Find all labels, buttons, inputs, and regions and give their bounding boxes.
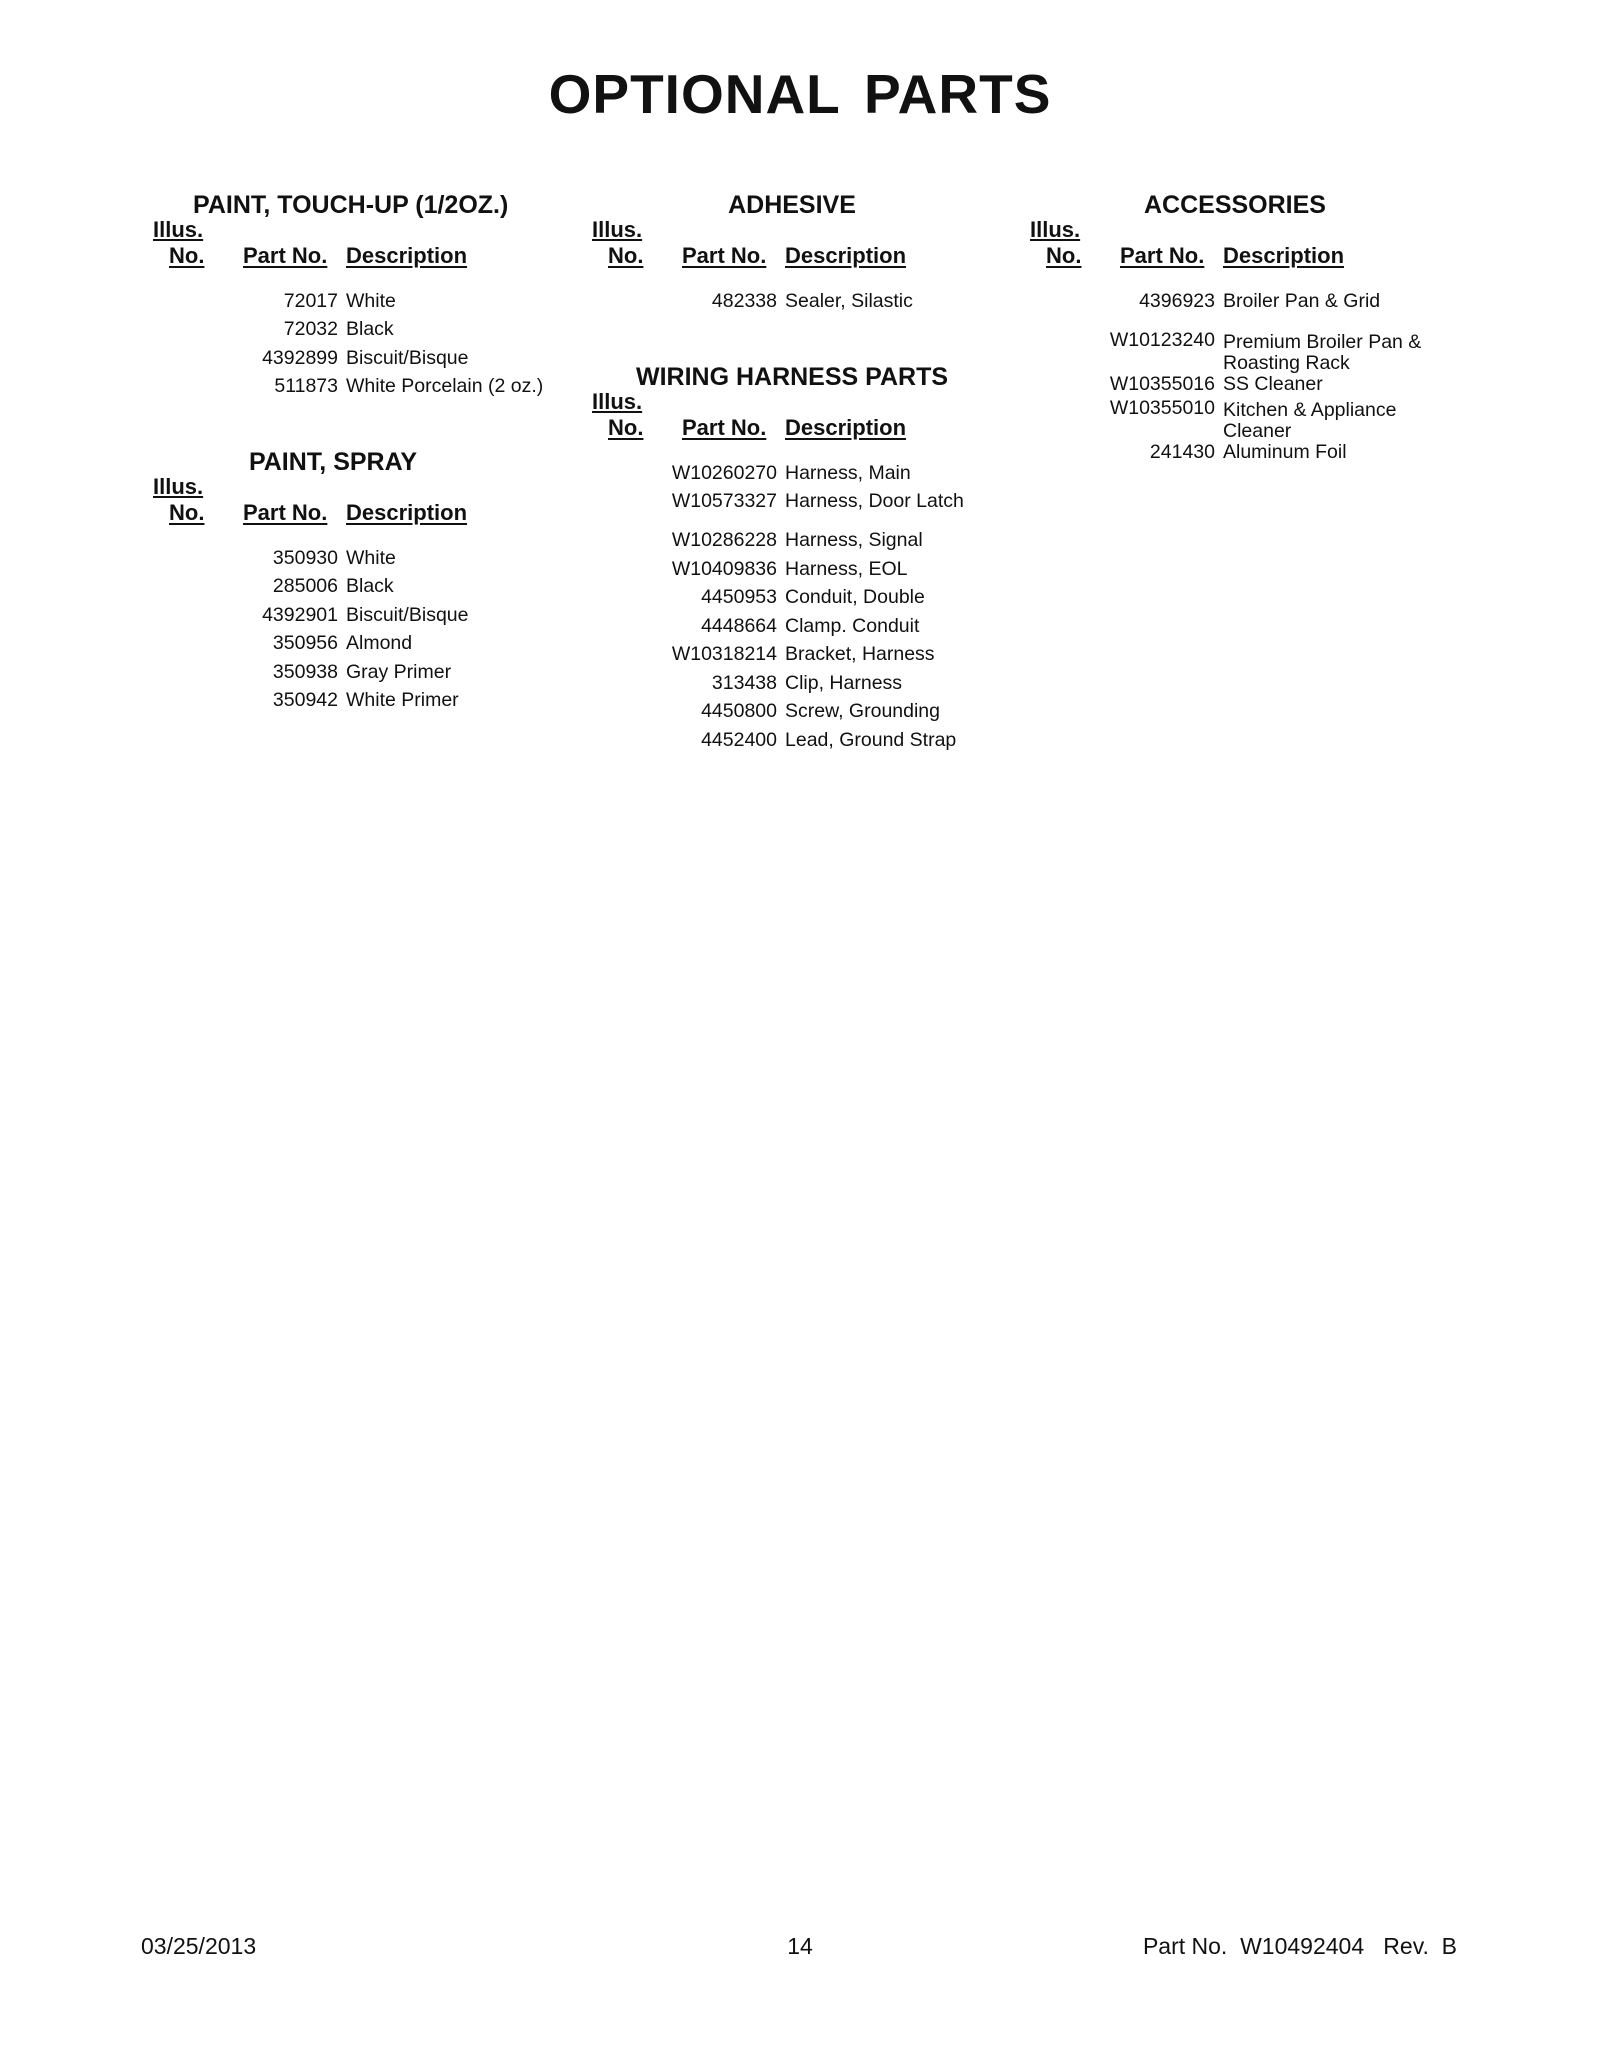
description-header: Description: [785, 243, 907, 268]
part-description: Screw, Grounding: [785, 700, 941, 722]
part-description: White Primer: [346, 689, 459, 711]
part-number: 241430: [1149, 441, 1215, 463]
part-number: 350942: [272, 689, 338, 711]
part-description: Harness, Door Latch: [785, 490, 964, 512]
section-title: PAINT, SPRAY: [248, 448, 418, 476]
illus-header: Illus.: [1030, 217, 1081, 242]
part-description: Harness, Main: [785, 462, 911, 484]
part-description: Broiler Pan & Grid: [1223, 290, 1381, 312]
part-description: Aluminum Foil: [1223, 441, 1347, 463]
part-number: 350938: [272, 661, 338, 683]
part-number: W10573327: [671, 490, 777, 512]
no-header: No.: [608, 415, 644, 440]
part-description: Clamp. Conduit: [785, 615, 920, 637]
description-header: Description: [346, 500, 468, 525]
part-number: 350930: [272, 547, 338, 569]
part-number: W10260270: [671, 462, 777, 484]
part-description: White Porcelain (2 oz.): [346, 375, 544, 397]
part-description: Black: [346, 575, 394, 597]
footer-page-number: 14: [787, 1933, 813, 1959]
part-no-header: Part No.: [243, 243, 328, 268]
part-no-header: Part No.: [1120, 243, 1205, 268]
part-number: W10286228: [671, 529, 777, 551]
part-description: Black: [346, 318, 394, 340]
part-number: W10355010: [1109, 397, 1215, 419]
part-description: White: [346, 547, 396, 569]
part-description: Bracket, Harness: [785, 643, 935, 665]
part-number: W10355016: [1109, 373, 1215, 395]
part-number: 482338: [711, 290, 777, 312]
section-title: WIRING HARNESS PARTS: [635, 363, 949, 391]
description-header: Description: [346, 243, 468, 268]
part-number: 313438: [711, 672, 777, 694]
part-description: Harness, Signal: [785, 529, 923, 551]
part-number: 4450800: [701, 700, 777, 722]
footer-part-number: Part No. W10492404 Rev. B: [1142, 1933, 1457, 1959]
section-title: ACCESSORIES: [1144, 191, 1326, 219]
part-number: 4392899: [262, 347, 338, 369]
section-title: PAINT, TOUCH-UP (1/2OZ.): [193, 191, 509, 219]
part-number: 350956: [272, 632, 338, 654]
illus-header: Illus.: [153, 217, 204, 242]
part-number: 285006: [272, 575, 338, 597]
part-number: W10318214: [671, 643, 777, 665]
no-header: No.: [169, 500, 205, 525]
part-number: 4452400: [701, 729, 777, 751]
part-no-header: Part No.: [243, 500, 328, 525]
no-header: No.: [1046, 243, 1082, 268]
part-description: Biscuit/Bisque: [346, 347, 469, 369]
part-number: 72017: [283, 290, 338, 312]
page-title: OPTIONAL PARTS: [548, 63, 1052, 125]
part-description: Premium Broiler Pan & Roasting Rack: [1223, 331, 1422, 374]
footer-date: 03/25/2013: [141, 1933, 257, 1959]
no-header: No.: [608, 243, 644, 268]
part-number: W10409836: [671, 558, 777, 580]
part-description: Harness, EOL: [785, 558, 908, 580]
part-description: Almond: [346, 632, 413, 654]
part-description: Lead, Ground Strap: [785, 729, 957, 751]
part-description: Conduit, Double: [785, 586, 925, 608]
part-number: 511873: [274, 375, 338, 397]
illus-header: Illus.: [592, 217, 643, 242]
illus-header: Illus.: [153, 474, 204, 499]
part-description: Kitchen & Appliance Cleaner: [1223, 399, 1397, 442]
part-number: 72032: [283, 318, 338, 340]
part-number: 4392901: [262, 604, 338, 626]
part-description: SS Cleaner: [1223, 373, 1323, 395]
part-number: 4448664: [701, 615, 777, 637]
part-number: W10123240: [1109, 329, 1215, 351]
part-description: Sealer, Silastic: [785, 290, 913, 312]
part-number: 4396923: [1139, 290, 1215, 312]
part-description: Biscuit/Bisque: [346, 604, 469, 626]
part-no-header: Part No.: [682, 243, 767, 268]
description-header: Description: [1223, 243, 1345, 268]
section-title: ADHESIVE: [728, 191, 856, 219]
description-header: Description: [785, 415, 907, 440]
part-no-header: Part No.: [682, 415, 767, 440]
illus-header: Illus.: [592, 389, 643, 414]
no-header: No.: [169, 243, 205, 268]
part-description: Clip, Harness: [785, 672, 903, 694]
part-description: White: [346, 290, 396, 312]
part-description: Gray Primer: [346, 661, 452, 683]
part-number: 4450953: [701, 586, 777, 608]
